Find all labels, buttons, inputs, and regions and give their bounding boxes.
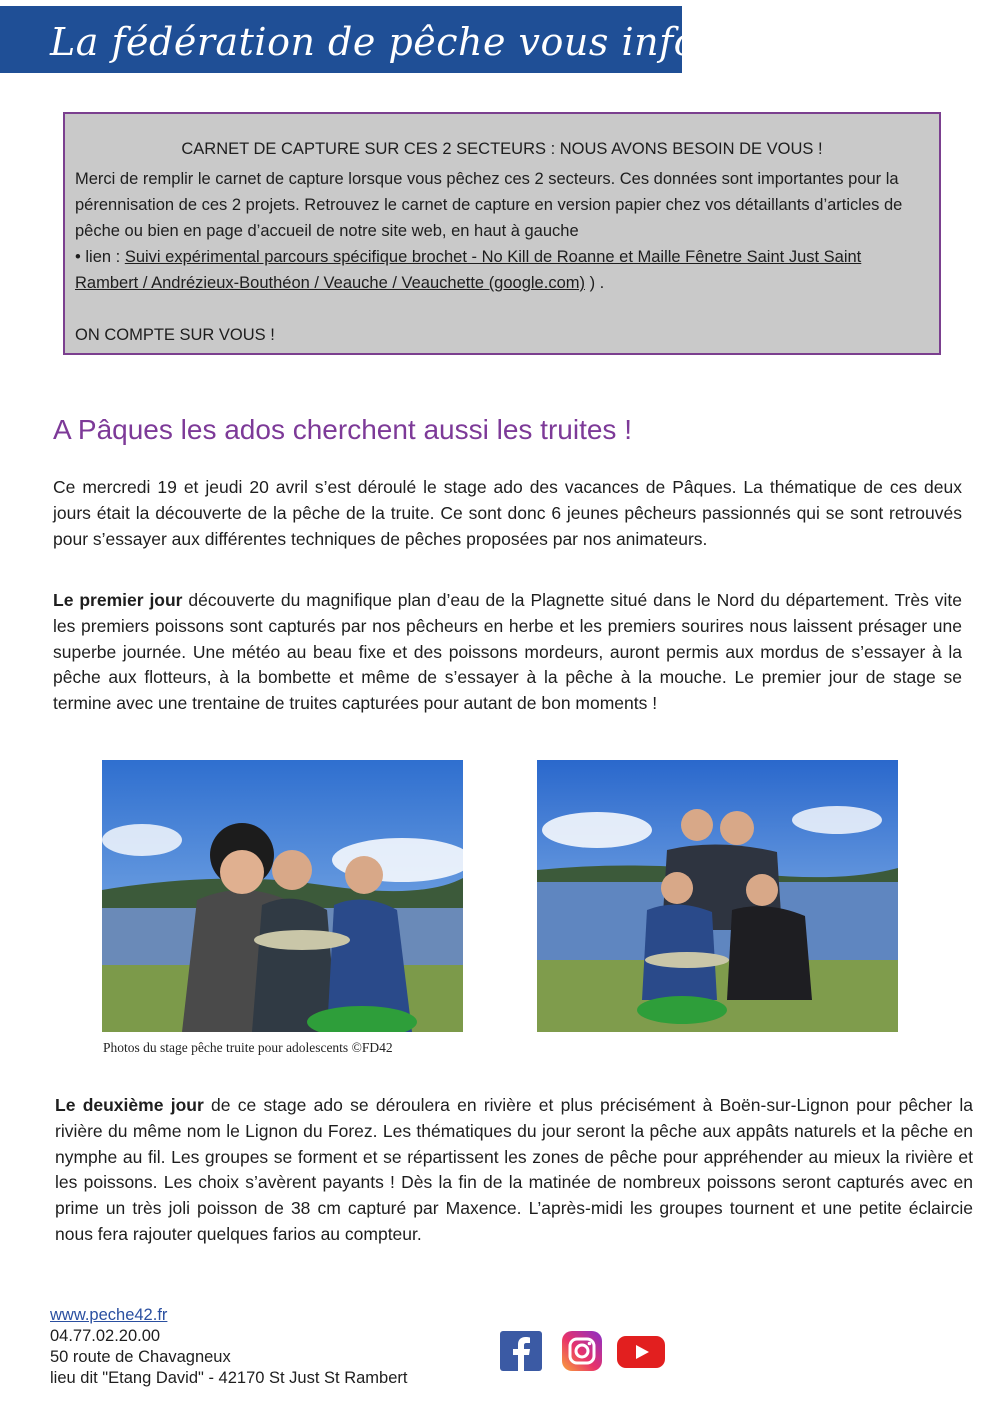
day1-lead: Le premier jour (53, 590, 183, 610)
info-box (63, 112, 941, 355)
day1-paragraph (53, 588, 962, 717)
photo-stage-1 (102, 760, 463, 1032)
article-title: A Pâques les ados cherchent aussi les truites ! (53, 414, 632, 445)
photo-stage-2 (537, 760, 898, 1032)
photo-caption: Photos du stage pêche truite pour adolescents ©FD42 (103, 1040, 393, 1055)
link-suffix: ) . (585, 274, 605, 292)
address-line-1: 50 route de Chavagneux (50, 1348, 231, 1366)
website-link[interactable]: www.peche42.fr (50, 1306, 168, 1324)
instagram-icon[interactable] (562, 1331, 602, 1376)
info-box-closing: ON COMPTE SUR VOUS ! (75, 326, 275, 344)
article-intro: Ce mercredi 19 et jeudi 20 avril s’est déroulé le stage ado des vacances de Pâques. La thématique de ces deux jours était la découverte de la pêche de la truite. Ce sont donc 6 jeunes pêcheurs passionnés qui se sont retrouvés pour s’essayer aux différentes techniques de pêches proposées par nos animateurs. (53, 477, 962, 549)
youtube-icon[interactable] (617, 1336, 665, 1373)
info-box-text: Merci de remplir le carnet de capture lorsque vous pêchez ces 2 secteurs. Ces données sont importantes pour la pérennisation de ces 2 projets. Retrouvez le carnet de capture en version papier chez vos détaillants d’articles de pêche ou bien en page d’accueil de notre site web, en haut à gauche (75, 170, 903, 240)
footer-contact (50, 1305, 407, 1389)
header-banner (0, 6, 813, 73)
facebook-icon[interactable] (500, 1331, 542, 1376)
carnet-capture-link[interactable]: Suivi expérimental parcours spécifique brochet - No Kill de Roanne et Maille Fênetre Saint Just Saint Rambert / Andrézieux-Bouthéon / Veauche / Veauchette (google.com) (75, 248, 862, 292)
header-title: La fédération de pêche vous informe... (50, 20, 813, 64)
info-box-title: CARNET DE CAPTURE SUR CES 2 SECTEURS : NOUS AVONS BESOIN DE VOUS ! (181, 140, 823, 158)
day2-paragraph (55, 1093, 973, 1248)
link-prefix: • lien : (75, 248, 125, 266)
address-line-2: lieu dit "Etang David" - 42170 St Just St Rambert (50, 1369, 408, 1387)
day2-text: de ce stage ado se déroulera en rivière et plus précisément à Boën-sur-Lignon pour pêcher la rivière du même nom le Lignon du Forez. Les thématiques du jour seront la pêche aux appâts naturels et la pêche en nymphe au fil. Les groupes se forment et se répartissent les zones de pêche pour appréhender au mieux la rivière et les poissons. Les choix s’avèrent payants ! Dès la fin de la matinée de nombreux poissons seront capturés avec en prime un très joli poisson de 38 cm capturé par Maxence. L’après-midi les groupes tournent et une petite éclaircie nous fera rajouter quelques farios au compteur. (55, 1095, 973, 1244)
day1-text: découverte du magnifique plan d’eau de la Plagnette situé dans le Nord du département. Très vite les premiers poissons sont capturés par nos pêcheurs en herbe et les premiers sourires nous laissent présager une superbe journée. Une météo au beau fixe et des poissons mordeurs, auront permis aux mordus de s’essayer à la pêche aux flotteurs, à la bombette et même de s’essayer à la pêche à la mouche. Le premier jour de stage se termine avec une trentaine de truites capturées pour autant de bon moments ! (53, 590, 962, 714)
phone-number: 04.77.02.20.00 (50, 1327, 161, 1345)
day2-lead: Le deuxième jour (55, 1095, 204, 1115)
info-box-body (75, 166, 929, 296)
